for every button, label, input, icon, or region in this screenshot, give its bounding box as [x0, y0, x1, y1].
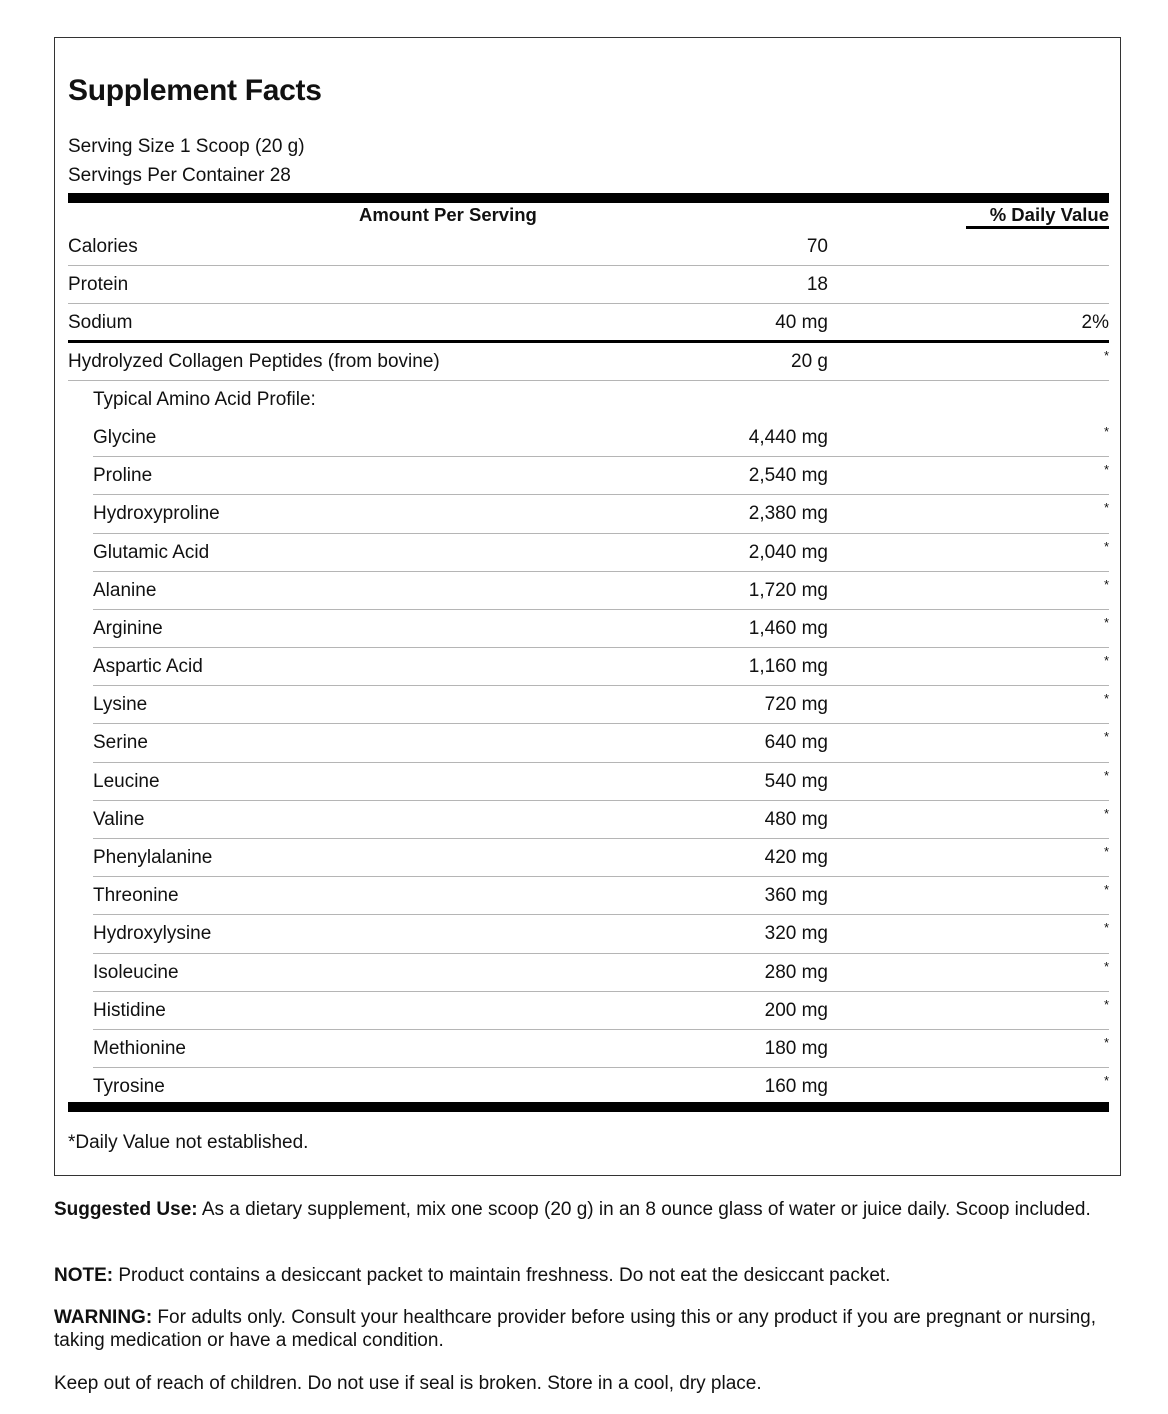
table-row — [68, 572, 1109, 610]
nutrient-daily-value: * — [1103, 500, 1109, 516]
table-row — [68, 419, 1109, 457]
warning — [54, 1306, 1114, 1352]
nutrient-daily-value: 2% — [1081, 312, 1109, 334]
nutrient-name: Arginine — [93, 617, 163, 639]
nutrient-daily-value: * — [1103, 653, 1109, 669]
nutrient-amount: 1,720 mg — [748, 579, 828, 601]
note-text: Product contains a desiccant packet to maintain freshness. Do not eat the desiccant packet. — [113, 1265, 891, 1286]
nutrient-amount: 360 mg — [764, 885, 828, 907]
storage-instructions: Keep out of reach of children. Do not use if seal is broken. Store in a cool, dry place. — [54, 1373, 762, 1394]
table-row — [68, 992, 1109, 1030]
nutrient-name: Hydrolyzed Collagen Peptides (from bovine) — [68, 350, 440, 372]
nutrient-daily-value: * — [1103, 1034, 1109, 1050]
nutrient-amount: 70 — [806, 236, 828, 257]
nutrient-name: Lysine — [93, 694, 148, 716]
suggested-use-label: Suggested Use: — [54, 1199, 198, 1220]
nutrient-daily-value: * — [1103, 347, 1109, 363]
table-row — [68, 495, 1109, 533]
nutrient-daily-value: * — [1103, 920, 1109, 936]
nutrient-name: Calories — [68, 236, 138, 257]
nutrient-amount: 720 mg — [764, 694, 828, 716]
nutrient-amount: 280 mg — [764, 961, 828, 983]
nutrient-name: Hydroxylysine — [93, 923, 212, 945]
note-label: NOTE: — [54, 1265, 114, 1286]
nutrient-amount: 640 mg — [764, 732, 828, 754]
panel-title: Supplement Facts — [68, 74, 322, 107]
table-row — [68, 457, 1109, 495]
nutrient-amount: 420 mg — [764, 847, 828, 868]
nutrient-name: Methionine — [93, 1037, 186, 1059]
nutrient-amount: 160 mg — [764, 1076, 828, 1098]
nutrient-amount: 1,160 mg — [748, 656, 828, 678]
table-row — [68, 534, 1109, 572]
nutrient-name: Phenylalanine — [93, 847, 213, 868]
nutrient-daily-value: * — [1103, 538, 1109, 554]
nutrient-name: Threonine — [93, 885, 179, 907]
nutrient-name: Glutamic Acid — [93, 541, 210, 563]
top-divider-bar — [68, 193, 1109, 203]
nutrient-name: Hydroxyproline — [93, 503, 220, 525]
nutrient-name: Valine — [93, 808, 145, 830]
nutrient-amount: 320 mg — [764, 923, 828, 945]
nutrient-amount: 180 mg — [764, 1037, 828, 1059]
nutrient-daily-value: * — [1103, 882, 1109, 898]
table-row — [68, 877, 1109, 915]
nutrient-daily-value: * — [1103, 767, 1109, 783]
table-row — [68, 763, 1109, 801]
table-row — [68, 724, 1109, 762]
bottom-divider-bar — [68, 1102, 1109, 1112]
table-row — [68, 686, 1109, 724]
nutrient-amount: 1,460 mg — [748, 617, 828, 639]
table-row — [68, 1068, 1109, 1106]
suggested-use — [54, 1198, 1114, 1221]
nutrient-amount: 40 mg — [775, 312, 828, 334]
nutrient-daily-value: * — [1103, 958, 1109, 974]
table-row — [68, 648, 1109, 686]
table-row — [68, 801, 1109, 839]
nutrient-amount: 2,040 mg — [748, 541, 828, 563]
table-row — [68, 954, 1109, 992]
nutrient-daily-value: * — [1103, 691, 1109, 707]
amount-per-serving-header: Amount Per Serving — [359, 204, 537, 225]
table-row — [68, 915, 1109, 953]
nutrient-name: Leucine — [93, 770, 160, 792]
note — [54, 1264, 1114, 1287]
nutrient-name: Alanine — [93, 579, 157, 601]
nutrient-daily-value: * — [1103, 614, 1109, 630]
nutrient-name: Isoleucine — [93, 961, 179, 983]
nutrient-amount: 480 mg — [764, 808, 828, 830]
nutrient-amount: 2,540 mg — [748, 465, 828, 487]
nutrient-name: Typical Amino Acid Profile: — [93, 388, 316, 410]
warning-label: WARNING: — [54, 1307, 153, 1328]
nutrient-name: Serine — [93, 732, 148, 754]
warning-text: For adults only. Consult your healthcare provider before using this or any product if you are pregnant or nursing, taking medication or have a medical condition. — [54, 1307, 1096, 1351]
daily-value-header: % Daily Value — [989, 204, 1109, 225]
nutrient-name: Tyrosine — [93, 1076, 165, 1098]
table-row — [68, 610, 1109, 648]
daily-value-footnote: *Daily Value not established. — [68, 1132, 309, 1153]
nutrient-amount: 200 mg — [764, 999, 828, 1021]
table-row — [68, 304, 1109, 342]
table-row — [68, 228, 1109, 266]
nutrient-daily-value: * — [1103, 462, 1109, 478]
nutrient-amount: 540 mg — [764, 770, 828, 792]
serving-size: Serving Size 1 Scoop (20 g) — [68, 136, 305, 157]
nutrient-daily-value: * — [1103, 423, 1109, 439]
nutrient-name: Sodium — [68, 312, 133, 334]
nutrient-daily-value: * — [1103, 729, 1109, 745]
nutrient-daily-value: * — [1103, 996, 1109, 1012]
suggested-use-text: As a dietary supplement, mix one scoop (20 g) in an 8 ounce glass of water or juice daily. Scoop included. — [197, 1199, 1091, 1220]
nutrient-name: Glycine — [93, 426, 157, 448]
nutrient-amount: 18 — [806, 274, 828, 296]
nutrient-daily-value: * — [1103, 576, 1109, 592]
nutrient-daily-value: * — [1103, 1073, 1109, 1089]
nutrient-name: Histidine — [93, 999, 166, 1021]
nutrient-amount: 2,380 mg — [748, 503, 828, 525]
table-row — [68, 839, 1109, 877]
nutrient-table — [68, 228, 1109, 1106]
nutrient-name: Protein — [68, 274, 129, 296]
table-row — [68, 266, 1109, 304]
nutrient-daily-value: * — [1103, 805, 1109, 821]
table-row — [68, 381, 1109, 419]
nutrient-daily-value: * — [1103, 844, 1109, 859]
table-row — [68, 343, 1109, 381]
nutrient-name: Proline — [93, 465, 153, 487]
nutrient-name: Aspartic Acid — [93, 656, 203, 678]
nutrient-amount: 20 g — [791, 350, 828, 372]
nutrient-amount: 4,440 mg — [748, 426, 828, 448]
table-row — [68, 1030, 1109, 1068]
servings-per-container: Servings Per Container 28 — [68, 165, 291, 186]
